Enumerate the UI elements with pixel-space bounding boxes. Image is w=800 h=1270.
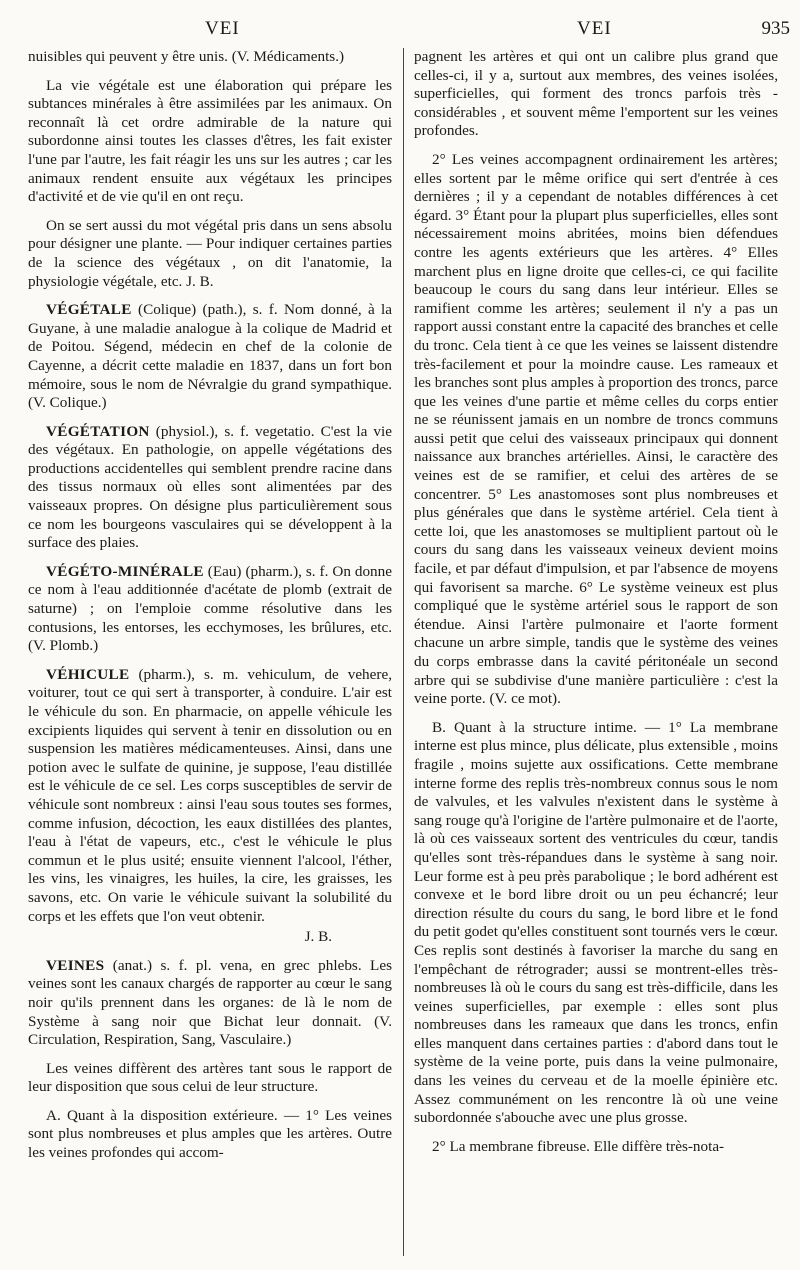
entry-text: (anat.) s. f. pl. vena, en grec phlebs. Les veines sont les canaux chargés de rapporter au cœur le sang noir qu'ils prennent dans les organes: de là le nom de Système à sang noir que Bichat leur donnait. (V. Circulation, Respiration, Sang, Vasculaire.) <box>28 956 392 1049</box>
entry-term: VÉGÉTALE <box>46 301 132 319</box>
entry-vegetale <box>28 301 392 413</box>
paragraph <box>414 1138 778 1157</box>
paragraph-text: B. Quant à la structure intime. — 1° La membrane interne est plus mince, plus délicate, plus extensible , moins fragile , moins sujette aux ossifications. Cette membrane interne forme des replis très-nombreux connus sous le nom de valvules, et les valvules n'existent dans le système à sang rouge qu'à l'origine de l'artère pulmonaire et de l'aorte, là où ces vaisseaux sortent des ventricules du cœur, tandis qu'elles sont très-répandues dans le système à sang noir. Leur forme est à peu près parabolique ; le bord adhérent est convexe et le bord libre droit ou un peu échancré; leur direction résulte du cours du sang, le bord libre et le fond du petit godet qu'elles constituent sont tournés vers le cœur. Ces replis sont destinés à favoriser la marche du sang en l'empêchant de rétrograder; aussi se montrent-elles très-nombreuses là où le cours du sang est très-difficile, dans les veines superficielles, par exemple : elles sont plus nombreuses dans les rameaux que dans les troncs, enfin elles manquent dans certaines parties : d'abord dans tout le système de la veine porte, puis dans la veine pulmonaire, dans les veines du cerveau et de la moelle épinière etc. Assez communément on les rencontre là où une veine subordonnée s'abouche avec une plus grosse. <box>414 718 778 1127</box>
entry-veines <box>28 957 392 1050</box>
paragraph <box>414 719 778 1128</box>
paragraph-text: nuisibles qui peuvent y être unis. (V. Médicaments.) <box>28 48 345 65</box>
right-column <box>414 48 778 1166</box>
paragraph-text: pagnent les artères et qui ont un calibre plus grand que celles-ci, il y a, surtout aux membres, des veines isolées, superficielles, qui forment des troncs parfois très - considérables , et souvent même l'emportent sur les veines profondes. <box>414 48 778 140</box>
entry-text: (Eau) (pharm.), s. f. On donne ce nom à l'eau additionnée d'acétate de plomb (extrait de saturne) ; on l'emploie comme résolutive dans les contusions, les entorses, les ecchymoses, les brûlures, etc. (V. Plomb.) <box>28 562 392 655</box>
paragraph <box>28 1107 392 1163</box>
paragraph-text: La vie végétale est une élaboration qui prépare les subtances minérales à être assimilées par les animaux. On reconnaît là cet ordre admirable de la nature qui subordonne ainsi toutes les classes d'êtres, les fait exister l'une par l'autre, les fait réagir les uns sur les autres ; car les animaux rendent ensuite aux végétaux les principes d'activité et de vie qu'il en ont reçu. <box>28 76 392 206</box>
paragraph-text: 2° Les veines accompagnent ordinairement les artères; elles sortent par le même orifice qui sert d'entrée à ces dernières ; il y a cependant de notables différences à cet égard. 3° Étant pour la plupart plus superficielles, elles sont nécessairement moins abritées, moins bien défendues contre les agents extérieurs que les artères. 4° Elles marchent plus en ligne droite que celles-ci, ce qui facilite beaucoup le cours du sang dans leur intérieur. Elles se ramifient comme les artères; seulement il n'y a pas un rapport aussi constant entre la capacité des branches et celle du tronc. Cela tient à ce que les veines se laissent distendre très-facilement et pour la moindre cause. Les rameaux et les branches sont plus amples à proportion des troncs, parce que les veines d'une partie et même celles du corps entier ne se réunissent jamais en un nombre de troncs communs aussi petit que celui des vaisseaux principaux qui donnent naissance aux branches artérielles. Ainsi, le caractère des veines est de se ramifier, et celui des artères de se concentrer. 5° Les anastomoses sont plus nombreuses et plus générales que dans le système artériel. Cela tient à cette loi, que les anastomoses se multiplient partout où le cours du sang dans les vaisseaux veineux devient moins facile, et par défaut d'impulsion, et par l'absence de moyens qui favorisent sa marche. 6° Le système veineux est plus compliqué que le système artériel sous le rapport de son étendue. Ainsi l'artère pulmonaire et l'aorte forment chacune un arbre simple, tandis que le système des veines du corps embrasse dans la cavité péritonéale un second arbre qui se subdivise d'une manière particulière : c'est la veine porte. (V. ce mot). <box>414 150 778 708</box>
signature: J. B. <box>304 928 332 946</box>
left-column <box>28 48 392 1173</box>
entry-vegeto-minerale <box>28 563 392 656</box>
paragraph-text: A. Quant à la disposition extérieure. — 1° Les veines sont plus nombreuses et plus amples que les artères. Outre les veines profondes qui accom- <box>28 1106 392 1162</box>
header-left-word: VEI <box>205 18 240 39</box>
running-header <box>0 8 800 38</box>
header-right-word: VEI <box>577 18 612 39</box>
paragraph-text: Les veines diffèrent des artères tant sous le rapport de leur disposition que sous celui de leur structure. <box>28 1059 392 1096</box>
entry-term: VÉGÉTO-MINÉRALE <box>46 562 204 580</box>
paragraph <box>414 48 778 141</box>
entry-vehicule <box>28 666 392 926</box>
paragraph <box>28 77 392 207</box>
column-divider <box>403 48 404 1256</box>
paragraph-text: 2° La membrane fibreuse. Elle diffère très-nota- <box>432 1137 725 1155</box>
paragraph <box>28 217 392 291</box>
entry-term: VEINES <box>46 956 105 974</box>
page-number: 935 <box>761 18 790 39</box>
paragraph <box>28 1060 392 1097</box>
entry-text: (Colique) (path.), s. f. Nom donné, à la Guyane, à une maladie analogue à la colique de Madrid et de Poitou. Ségend, médecin en chef de la colonie de Cayenne, a décrit cette maladie en 1837, dans un fort bon mémoire, sous le nom de Névralgie du grand sympathique. (V. Colique.) <box>28 301 392 412</box>
entry-vegetation <box>28 423 392 553</box>
entry-term: VÉHICULE <box>46 665 130 683</box>
paragraph <box>414 151 778 709</box>
paragraph <box>28 48 392 67</box>
entry-text: (physiol.), s. f. vegetatio. C'est la vie des végétaux. En pathologie, on appelle végétations des productions accidentelles qui semblent prendre racine dans des tissus normaux où elles sont alimentées par des vaisseaux propres. On désigne plus particulièrement sous ce nom les bourgeons vasculaires qui se développent à la surface des plaies. <box>28 422 392 552</box>
entry-text: (pharm.), s. m. vehiculum, de vehere, voiturer, tout ce qui sert à transporter, à conduire. L'air est le véhicule du son. En pharmacie, on appelle véhicule les excipients liquides qui servent à tenir en dissolution ou en suspension les matières médicamenteuses. Ainsi, dans une potion avec le sulfate de quinine, je suppose, l'eau distillée est le véhicule de ce sel. Les corps susceptibles de servir de véhicule sont nombreux : ainsi l'eau sous toutes ses formes, comme infusion, décoction, les eaux distillées des plantes, l'eau à l'état de vapeurs, etc., c'est le véhicule le plus commun et le plus usité; ensuite viennent l'alcool, l'éther, les vins, les vinaigres, les huiles, la cire, les graisses, les savons, etc. On varie le véhicule suivant la solubilité du corps et les effets que l'on veut obtenir. <box>28 665 392 925</box>
paragraph-text: On se sert aussi du mot végétal pris dans un sens absolu pour désigner une plante. — Pour indiquer certaines parties de la science des végétaux , on dit l'anatomie, la physiologie végétale, etc. J. B. <box>28 216 392 290</box>
entry-term: VÉGÉTATION <box>46 422 150 440</box>
